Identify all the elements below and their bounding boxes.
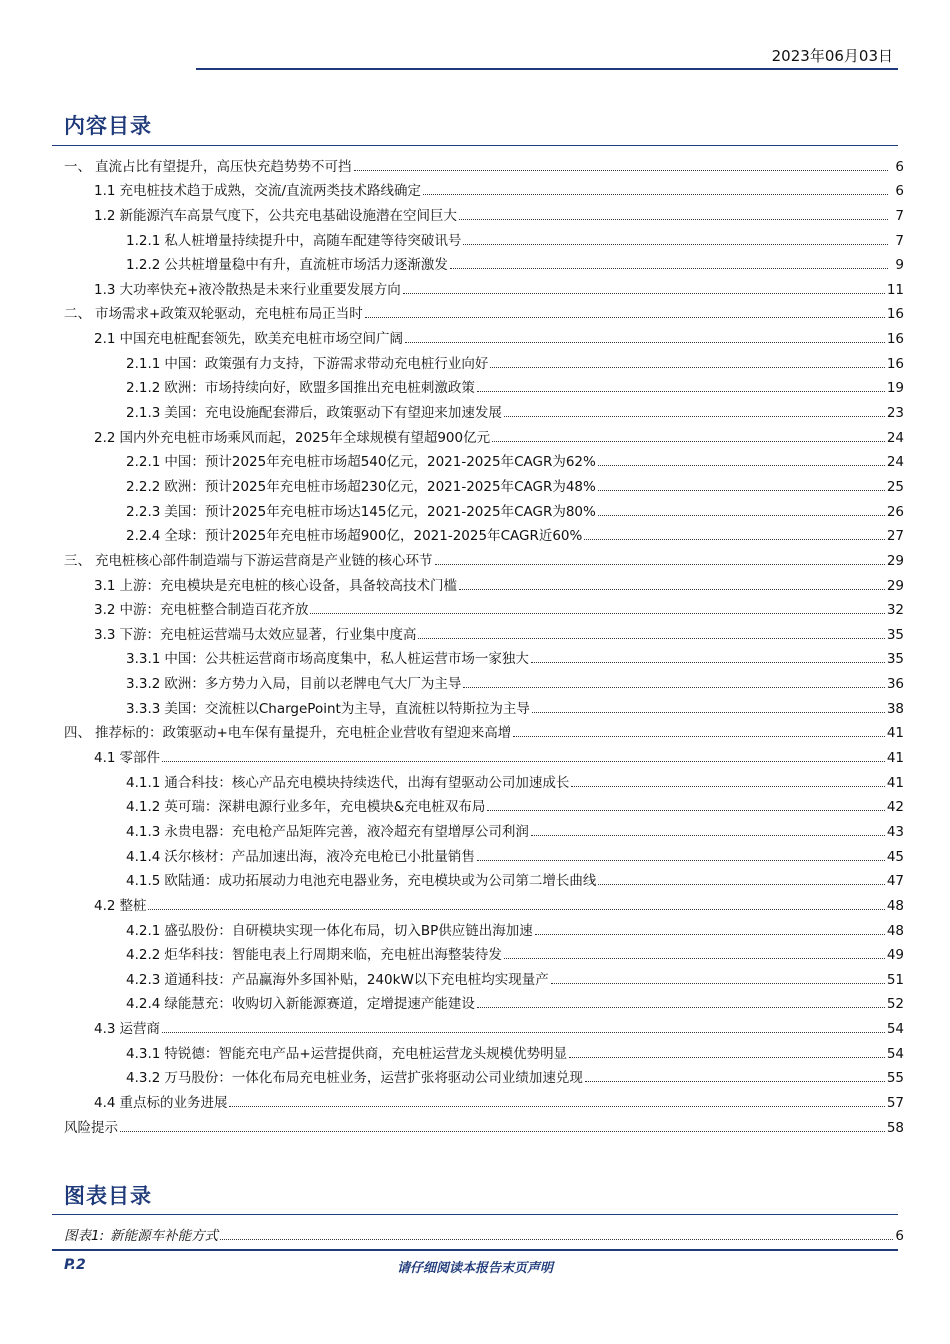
toc-entry-number: 4.4 <box>94 1094 116 1111</box>
figure-entry-label: 图表1: <box>64 1228 105 1244</box>
toc-entry-title: 万马股份：一体化布局充电桩业务，运营扩张将驱动公司业绩加速兑现 <box>164 1070 583 1087</box>
toc-entry-number: 2.2.4 <box>126 528 161 545</box>
toc-leader-dots <box>477 1007 885 1008</box>
toc-entry-page: 29 <box>886 577 904 594</box>
toc-entry[interactable] <box>64 544 904 569</box>
toc-leader-dots <box>504 416 885 417</box>
toc-entry-number: 2.2.1 <box>126 454 161 471</box>
toc-entry-title: 公共桩增量稳中有升，直流桩市场活力逐渐激发 <box>164 257 448 274</box>
toc-entry[interactable] <box>64 372 904 397</box>
toc-entry-title: 充电桩核心部件制造端与下游运营商是产业链的核心环节 <box>95 552 433 569</box>
toc-entry-number: 2.2 <box>94 429 116 446</box>
toc-entry[interactable] <box>64 1062 904 1087</box>
toc-entry-number: 3.2 <box>94 602 116 619</box>
toc-entry-number: 4.3.1 <box>126 1045 161 1062</box>
toc-entry-number: 1.2.2 <box>126 257 161 274</box>
toc-entry-number: 1.3 <box>94 281 116 298</box>
toc-entry[interactable] <box>64 569 904 594</box>
toc-leader-dots <box>532 712 885 713</box>
toc-leader-dots <box>585 1081 885 1082</box>
toc-entry-page: 42 <box>886 799 904 816</box>
toc-title: 内容目录 <box>64 113 152 138</box>
toc-entry-number: 3.1 <box>94 577 116 594</box>
toc-entry-title: 直流占比有望提升，高压快充趋势势不可挡 <box>95 158 352 175</box>
toc-entry-number: 4.1.2 <box>126 799 161 816</box>
toc-entry[interactable] <box>64 594 904 619</box>
toc-entry[interactable] <box>64 347 904 372</box>
toc-entry-title: 道通科技：产品赢海外多国补贴，240kW以下充电桩均实现量产 <box>164 971 549 988</box>
toc-entry[interactable] <box>64 791 904 816</box>
toc-entry-number: 2.1.1 <box>126 355 161 372</box>
toc-leader-dots <box>405 342 885 343</box>
toc-entry-title: 中国：公共桩运营商市场高度集中，私人桩运营市场一家独大 <box>164 651 529 668</box>
toc-entry-page: 9 <box>895 257 904 274</box>
toc-entry-title: 欧洲：预计2025年充电桩市场超230亿元，2021-2025年CAGR为48% <box>164 478 596 495</box>
toc-entry-title: 沃尔核材：产品加速出海，液冷充电枪已小批量销售 <box>164 848 475 865</box>
toc-leader-dots <box>571 786 884 787</box>
toc-entry[interactable] <box>64 1037 904 1062</box>
toc-entry[interactable] <box>64 889 904 914</box>
toc-entry-page: 25 <box>886 478 904 495</box>
toc-entry-page: 29 <box>886 552 904 569</box>
toc-entry-title: 欧陆通：成功拓展动力电池充电器业务，充电模块或为公司第二增长曲线 <box>164 873 597 890</box>
toc-entry[interactable] <box>64 249 904 274</box>
toc-entry[interactable] <box>64 175 904 200</box>
toc-entry-title: 下游：充电桩运营端马太效应显著，行业集中度高 <box>119 626 417 643</box>
toc-leader-dots <box>551 983 885 984</box>
toc-entry-number: 4.1.4 <box>126 848 161 865</box>
toc-entry-number: 4.3 <box>94 1021 116 1038</box>
toc-entry-number: 4.2.3 <box>126 971 161 988</box>
figure-entry-page: 6 <box>895 1228 904 1244</box>
toc-entry-number: 四、 <box>64 725 91 742</box>
toc-leader-dots <box>463 244 888 245</box>
toc-leader-dots <box>531 662 885 663</box>
figure-entry[interactable] <box>64 1220 904 1244</box>
toc-entry-page: 19 <box>886 380 904 397</box>
toc-entry-title: 永贵电器：充电枪产品矩阵完善，液冷超充有望增厚公司利润 <box>164 823 529 840</box>
toc-entry[interactable] <box>64 421 904 446</box>
toc-entry-title: 零部件 <box>119 750 160 767</box>
toc-entry-number: 4.2.4 <box>126 996 161 1013</box>
table-of-contents <box>64 150 904 1136</box>
toc-entry-title: 重点标的业务进展 <box>119 1094 228 1111</box>
toc-leader-dots <box>162 761 885 762</box>
toc-entry-title: 欧洲：市场持续向好，欧盟多国推出充电桩刺激政策 <box>164 380 475 397</box>
toc-entry-number: 2.2.3 <box>126 503 161 520</box>
toc-entry-number: 4.1 <box>94 750 116 767</box>
toc-entry[interactable] <box>64 470 904 495</box>
toc-entry[interactable] <box>64 667 904 692</box>
toc-leader-dots <box>459 219 888 220</box>
toc-leader-dots <box>229 1106 884 1107</box>
toc-entry-title: 美国：充电设施配套滞后，政策驱动下有望迎来加速发展 <box>164 405 502 422</box>
toc-entry[interactable] <box>64 717 904 742</box>
toc-entry-page: 57 <box>886 1094 904 1111</box>
toc-entry-page: 55 <box>886 1070 904 1087</box>
toc-entry-page: 58 <box>886 1119 904 1136</box>
toc-entry-title: 美国：预计2025年充电桩市场达145亿元，2021-2025年CAGR为80% <box>164 503 596 520</box>
toc-entry[interactable] <box>64 963 904 988</box>
toc-entry-page: 16 <box>886 355 904 372</box>
figure-leader-dots <box>220 1239 893 1240</box>
toc-leader-dots <box>569 1057 885 1058</box>
toc-entry-number: 2.1.3 <box>126 405 161 422</box>
report-date: 2023年06月03日 <box>771 47 893 65</box>
toc-entry[interactable] <box>64 741 904 766</box>
toc-entry[interactable] <box>64 643 904 668</box>
toc-entry[interactable] <box>64 618 904 643</box>
toc-entry-title: 英可瑞：深耕电源行业多年，充电模块&充电桩双布局 <box>164 799 486 816</box>
toc-entry-title: 推荐标的：政策驱动+电车保有量提升，充电桩企业营收有望迎来高增 <box>95 725 512 742</box>
toc-entry[interactable] <box>64 396 904 421</box>
toc-leader-dots <box>423 194 888 195</box>
toc-entry[interactable] <box>64 495 904 520</box>
toc-leader-dots <box>490 367 884 368</box>
toc-entry-number: 二、 <box>64 306 91 323</box>
toc-entry[interactable] <box>64 1012 904 1037</box>
toc-entry-title: 炬华科技：智能电表上行周期来临，充电桩出海整装待发 <box>164 947 502 964</box>
toc-entry-page: 7 <box>895 207 904 224</box>
toc-entry-page: 45 <box>886 848 904 865</box>
toc-leader-dots <box>450 268 888 269</box>
toc-entry-title: 私人桩增量持续提升中，高随车配建等待突破讯号 <box>164 232 462 249</box>
toc-entry-page: 49 <box>886 947 904 964</box>
toc-leader-dots <box>120 1131 885 1132</box>
figure-list <box>64 1220 904 1244</box>
toc-entry[interactable] <box>64 840 904 865</box>
toc-entry-number: 3.3.2 <box>126 676 161 693</box>
toc-entry[interactable] <box>64 1111 904 1136</box>
toc-entry-number: 4.1.5 <box>126 873 161 890</box>
toc-entry[interactable] <box>64 446 904 471</box>
toc-entry-page: 16 <box>886 306 904 323</box>
toc-leader-dots <box>531 835 885 836</box>
toc-leader-dots <box>504 958 885 959</box>
toc-entry[interactable] <box>64 199 904 224</box>
toc-entry-page: 38 <box>886 700 904 717</box>
toc-entry[interactable] <box>64 1086 904 1111</box>
toc-entry-number: 4.2 <box>94 897 116 914</box>
toc-entry-title: 盛弘股份：自研模块实现一体化布局，切入BP供应链出海加速 <box>164 922 533 939</box>
toc-entry-page: 54 <box>886 1045 904 1062</box>
toc-entry-page: 35 <box>886 626 904 643</box>
toc-leader-dots <box>598 515 885 516</box>
toc-entry-page: 41 <box>886 750 904 767</box>
toc-entry-page: 7 <box>895 232 904 249</box>
toc-entry[interactable] <box>64 520 904 545</box>
page-number: P.2 <box>64 1257 86 1273</box>
toc-leader-dots <box>584 539 884 540</box>
toc-entry[interactable] <box>64 150 904 175</box>
toc-leader-dots <box>492 441 885 442</box>
toc-entry-page: 36 <box>886 676 904 693</box>
toc-entry-title: 市场需求+政策双轮驱动，充电桩布局正当时 <box>95 306 363 323</box>
toc-leader-dots <box>477 391 885 392</box>
toc-entry-page: 23 <box>886 405 904 422</box>
toc-leader-dots <box>463 687 884 688</box>
toc-leader-dots <box>477 860 885 861</box>
toc-entry-page: 47 <box>886 873 904 890</box>
toc-entry-page: 24 <box>886 429 904 446</box>
toc-entry-number: 4.3.2 <box>126 1070 161 1087</box>
footer-rule <box>52 1249 898 1251</box>
toc-entry-number: 4.2.1 <box>126 922 161 939</box>
toc-leader-dots <box>418 638 884 639</box>
figures-title-rule <box>52 1214 898 1215</box>
toc-entry-page: 43 <box>886 823 904 840</box>
toc-entry-page: 27 <box>886 528 904 545</box>
toc-entry[interactable] <box>64 914 904 939</box>
toc-entry-title: 风险提示 <box>64 1119 118 1136</box>
toc-entry-number: 2.1 <box>94 331 116 348</box>
toc-leader-dots <box>487 810 884 811</box>
toc-entry-title: 上游：充电模块是充电桩的核心设备，具备较高技术门槛 <box>119 577 457 594</box>
toc-leader-dots <box>162 1032 885 1033</box>
toc-entry-number: 三、 <box>64 552 91 569</box>
toc-entry-page: 52 <box>886 996 904 1013</box>
toc-entry[interactable] <box>64 224 904 249</box>
toc-entry-page: 35 <box>886 651 904 668</box>
toc-entry-page: 32 <box>886 602 904 619</box>
toc-leader-dots <box>535 934 885 935</box>
toc-entry-page: 41 <box>886 774 904 791</box>
toc-leader-dots <box>598 465 885 466</box>
toc-entry[interactable] <box>64 988 904 1013</box>
toc-entry-page: 48 <box>886 922 904 939</box>
toc-entry[interactable] <box>64 815 904 840</box>
toc-leader-dots <box>598 490 885 491</box>
toc-entry-title: 中游：充电桩整合制造百花齐放 <box>119 602 309 619</box>
toc-entry-number: 3.3.1 <box>126 651 161 668</box>
toc-entry-title: 特锐德：智能充电产品+运营提供商，充电桩运营龙头规模优势明显 <box>164 1045 568 1062</box>
toc-leader-dots <box>365 317 885 318</box>
toc-entry[interactable] <box>64 298 904 323</box>
toc-entry[interactable] <box>64 692 904 717</box>
toc-entry-number: 4.1.3 <box>126 823 161 840</box>
toc-leader-dots <box>354 170 889 171</box>
toc-entry-title: 欧洲：多方势力入局，目前以老牌电气大厂为主导 <box>164 676 462 693</box>
toc-entry-title: 大功率快充+液冷散热是未来行业重要发展方向 <box>119 281 401 298</box>
toc-entry-title: 中国充电桩配套领先，欧美充电桩市场空间广阔 <box>119 331 403 348</box>
toc-leader-dots <box>403 293 885 294</box>
figures-title: 图表目录 <box>64 1183 152 1208</box>
toc-entry-number: 一、 <box>64 158 91 175</box>
toc-entry-page: 16 <box>886 331 904 348</box>
toc-leader-dots <box>148 909 884 910</box>
toc-leader-dots <box>459 589 885 590</box>
toc-leader-dots <box>310 613 884 614</box>
toc-entry-page: 54 <box>886 1021 904 1038</box>
toc-entry-number: 1.1 <box>94 183 116 200</box>
toc-entry[interactable] <box>64 865 904 890</box>
toc-entry-title: 运营商 <box>119 1021 160 1038</box>
toc-entry-number: 2.1.2 <box>126 380 161 397</box>
toc-entry-title: 整桩 <box>119 897 147 914</box>
toc-entry-title: 绿能慧充：收购切入新能源赛道，定增提速产能建设 <box>164 996 475 1013</box>
toc-entry-number: 2.2.2 <box>126 478 161 495</box>
toc-entry-title: 中国：预计2025年充电桩市场超540亿元，2021-2025年CAGR为62% <box>164 454 596 471</box>
toc-entry-page: 51 <box>886 971 904 988</box>
toc-entry-number: 3.3.3 <box>126 700 161 717</box>
toc-entry-title: 中国：政策强有力支持，下游需求带动充电桩行业向好 <box>164 355 489 372</box>
toc-entry-number: 3.3 <box>94 626 116 643</box>
toc-entry-number: 4.1.1 <box>126 774 161 791</box>
toc-entry-page: 24 <box>886 454 904 471</box>
toc-entry[interactable] <box>64 322 904 347</box>
toc-entry-title: 通合科技：核心产品充电模块持续迭代，出海有望驱动公司加速成长 <box>164 774 570 791</box>
toc-entry-title: 充电桩技术趋于成熟，交流/直流两类技术路线确定 <box>119 183 422 200</box>
toc-leader-dots <box>435 564 885 565</box>
header-rule <box>196 68 898 70</box>
toc-leader-dots <box>513 736 885 737</box>
toc-entry-title: 国内外充电桩市场乘风而起，2025年全球规模有望超900亿元 <box>119 429 491 446</box>
toc-entry-page: 11 <box>886 281 904 298</box>
toc-entry-title: 美国：交流桩以ChargePoint为主导，直流桩以特斯拉为主导 <box>164 700 530 717</box>
toc-entry-title: 新能源汽车高景气度下，公共充电基础设施潜在空间巨大 <box>119 207 457 224</box>
toc-entry[interactable] <box>64 273 904 298</box>
toc-entry-number: 4.2.2 <box>126 947 161 964</box>
toc-entry-number: 1.2 <box>94 207 116 224</box>
toc-entry-page: 48 <box>886 897 904 914</box>
toc-entry-page: 26 <box>886 503 904 520</box>
toc-entry-number: 1.2.1 <box>126 232 161 249</box>
toc-entry-page: 41 <box>886 725 904 742</box>
figure-entry-title: 新能源车补能方式 <box>110 1228 219 1244</box>
toc-leader-dots <box>598 884 884 885</box>
toc-entry-page: 6 <box>895 158 904 175</box>
toc-entry-page: 6 <box>895 183 904 200</box>
toc-entry[interactable] <box>64 766 904 791</box>
toc-entry-title: 全球：预计2025年充电桩市场超900亿，2021-2025年CAGR近60% <box>164 528 583 545</box>
disclaimer-notice: 请仔细阅读本报告末页声明 <box>396 1261 553 1276</box>
toc-title-rule <box>52 145 898 146</box>
toc-entry[interactable] <box>64 939 904 964</box>
